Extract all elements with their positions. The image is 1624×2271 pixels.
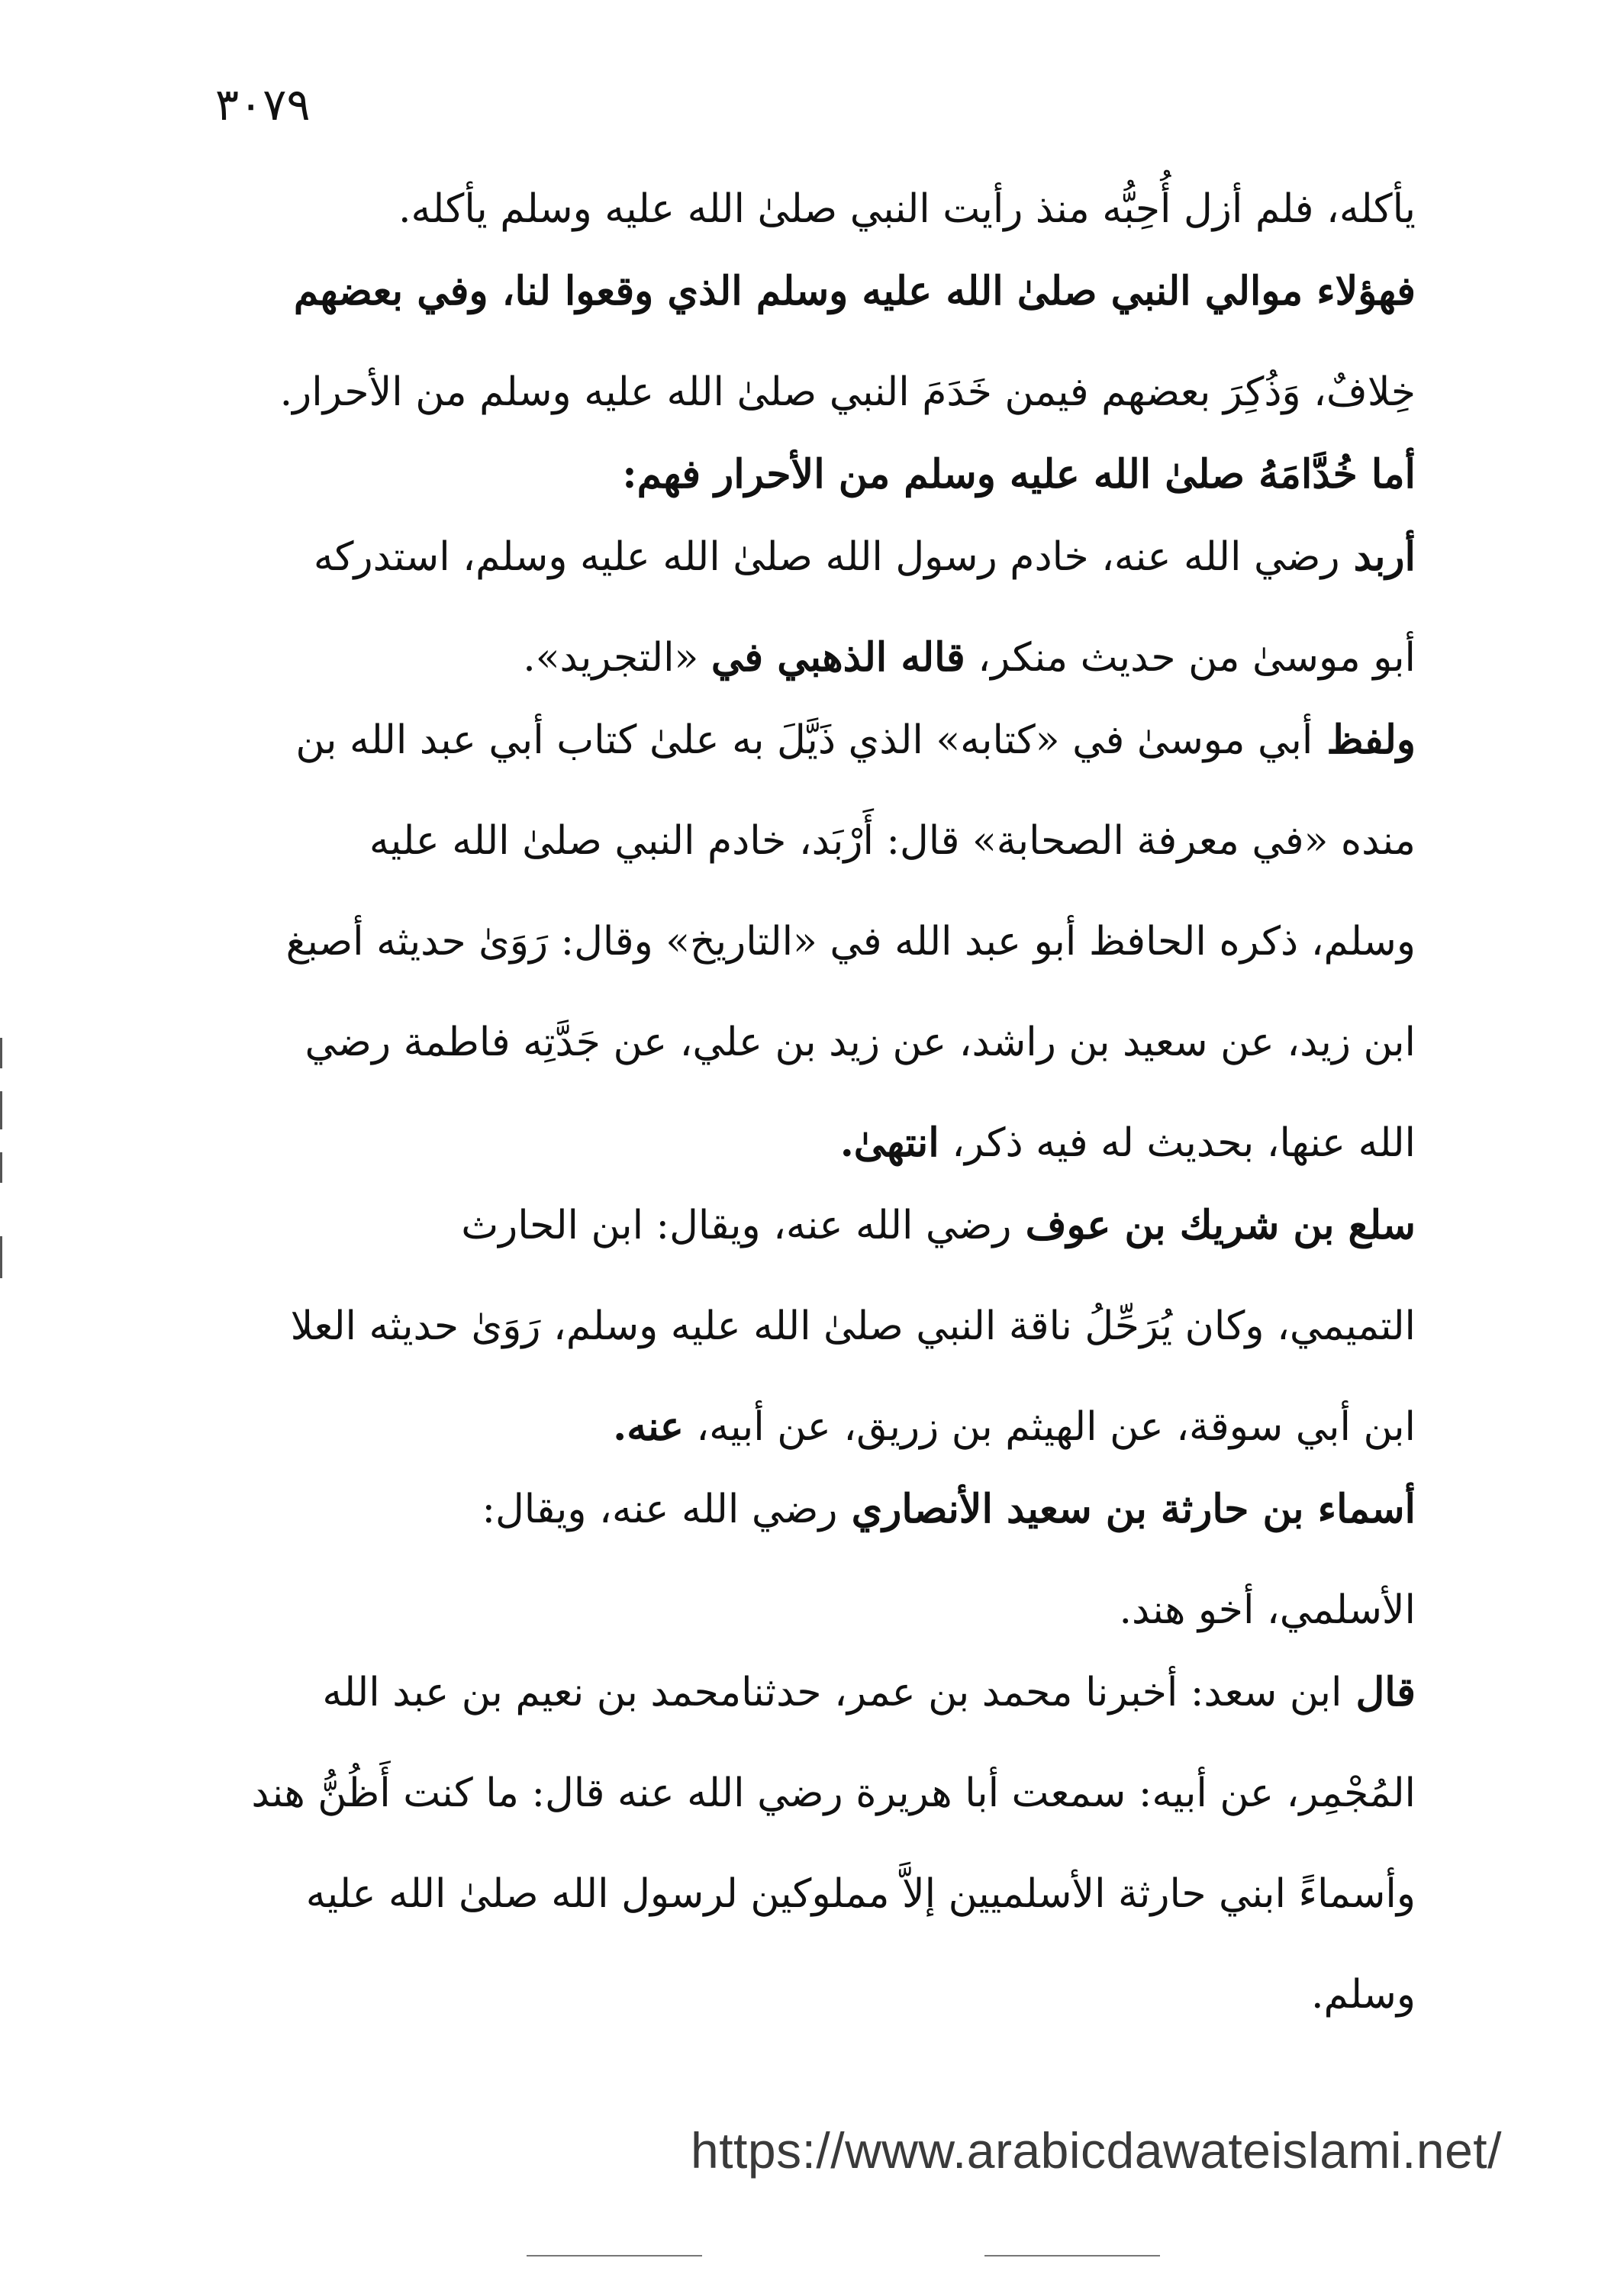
text: منده «في معرفة الصحابة» قال: أَرْبَد، خادم النبي صلىٰ الله عليه <box>369 818 1416 864</box>
text: رضي الله عنه، خادم رسول الله صلىٰ الله عليه وسلم، استدركه <box>313 534 1340 580</box>
text-line <box>221 531 1416 583</box>
text: الأسلمي، أخو هند. <box>1119 1587 1416 1633</box>
text: المُجْمِر، عن أبيه: سمعت أبا هريرة رضي الله عنه قال: ما كنت أَظُنُّ هند <box>251 1770 1416 1816</box>
bold-text: قاله الذهبي في <box>710 634 965 681</box>
bold-text: وفي بعضهم <box>293 268 488 314</box>
text-line <box>221 183 1416 235</box>
text: رضي الله عنه، ويقال: ابن الحارث <box>461 1203 1012 1248</box>
scan-bottom-rule-right <box>984 2255 1160 2257</box>
text-line <box>221 1401 1416 1453</box>
text-line <box>221 1868 1416 1920</box>
page-body <box>221 183 1416 2051</box>
website-watermark: https://www.arabicdawateislami.net/ <box>691 2122 1502 2179</box>
text-line <box>221 449 1416 501</box>
bold-text: سلع بن شريك بن عوف <box>1011 1202 1416 1248</box>
text: التميمي، وكان يُرَحِّلُ ناقة النبي صلىٰ الله عليه وسلم، رَوَىٰ حديثه العلا <box>290 1303 1416 1349</box>
bold-text: قال <box>1342 1669 1416 1715</box>
text-line <box>221 1483 1416 1535</box>
text: وأسماءً ابني حارثة الأسلميين إلاَّ مملوكين لرسول الله صلىٰ الله عليه <box>305 1871 1416 1917</box>
bold-text: أما خُدَّامَهُ صلىٰ الله عليه وسلم من الأحرار فهم: <box>622 451 1416 498</box>
text: وسلم. <box>1310 1972 1416 2018</box>
text-line <box>221 1117 1416 1169</box>
paragraph <box>221 266 1416 418</box>
scan-edge-marks <box>0 1038 5 1282</box>
paragraph <box>221 1200 1416 1453</box>
text-line <box>221 266 1416 317</box>
scan-bottom-rule-left <box>527 2255 702 2257</box>
text-line <box>221 714 1416 766</box>
text: رضي الله عنه، ويقال: <box>482 1487 838 1532</box>
text-line <box>221 815 1416 867</box>
text: ابن سعد: أخبرنا محمد بن عمر، حدثنامحمد بن نعيم بن عبد الله <box>322 1670 1342 1715</box>
text-line <box>221 366 1416 418</box>
text: خِلافٌ، وَذُكِرَ بعضهم فيمن خَدَمَ النبي صلىٰ الله عليه وسلم من الأحرار. <box>279 369 1416 415</box>
bold-text: أربد <box>1339 533 1416 580</box>
text: ابن زيد، عن سعيد بن راشد، عن زيد بن علي، عن جَدَّتِه فاطمة رضي <box>304 1020 1416 1065</box>
paragraph <box>221 1483 1416 1636</box>
bold-text: انتهىٰ. <box>839 1119 939 1166</box>
text-line <box>221 1767 1416 1819</box>
text: يأكله، فلم أزل أُحِبُّه منذ رأيت النبي صلىٰ الله عليه وسلم يأكله. <box>398 186 1416 232</box>
text-line <box>221 632 1416 684</box>
text-line <box>221 1667 1416 1719</box>
text-line <box>221 1200 1416 1251</box>
text: ابن أبي سوقة، عن الهيثم بن زريق، عن أبيه، <box>683 1404 1416 1450</box>
text: وسلم، ذكره الحافظ أبو عبد الله في «التاريخ» وقال: رَوَىٰ حديثه أصبغ <box>285 919 1416 965</box>
text-line <box>221 1584 1416 1636</box>
text-line <box>221 1300 1416 1352</box>
paragraph <box>221 449 1416 501</box>
text-line <box>221 916 1416 968</box>
text-line <box>221 1969 1416 2021</box>
paragraph <box>221 714 1416 1169</box>
text-line <box>221 1016 1416 1068</box>
bold-text: عنه. <box>613 1403 684 1450</box>
paragraph <box>221 531 1416 684</box>
text: الله عنها، بحديث له فيه ذكر، <box>939 1120 1416 1166</box>
text: أبي موسىٰ في «كتابه» الذي ذَيَّلَ به علىٰ كتاب أبي عبد الله بن <box>295 717 1313 763</box>
text: أبو موسىٰ من حديث منكر، <box>965 635 1416 681</box>
text: «التجريد». <box>523 635 711 681</box>
bold-text: أسماء بن حارثة بن سعيد الأنصاري <box>837 1486 1416 1532</box>
paragraph <box>221 183 1416 235</box>
page-number: ٣٠٧٩ <box>215 79 311 130</box>
bold-text: فهؤلاء موالي النبي صلىٰ الله عليه وسلم الذي وقعوا لنا، <box>488 268 1416 314</box>
bold-text: ولفظ <box>1313 717 1416 763</box>
paragraph <box>221 1667 1416 2021</box>
